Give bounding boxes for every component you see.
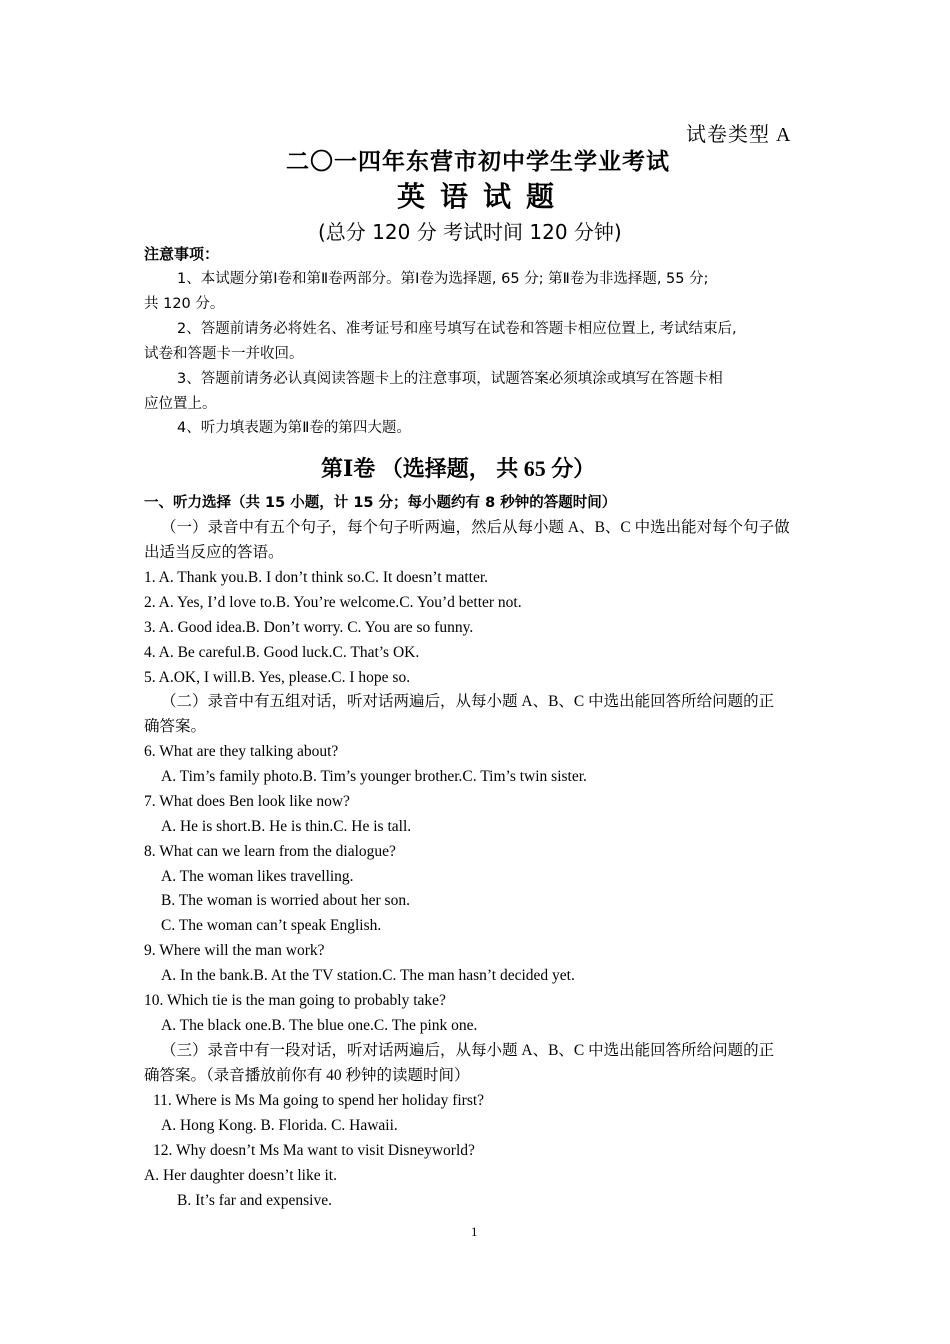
note-1-line-1: 1、本试题分第Ⅰ卷和第Ⅱ卷两部分。第Ⅰ卷为选择题, 65 分; 第Ⅱ卷为非选择题, 55 分; bbox=[177, 271, 709, 287]
sub-section-2-line-1: （二）录音中有五组对话，听对话两遍后，从每小题 A、B、C 中选出能回答所给问题的正 bbox=[161, 693, 775, 710]
question-7: 7. What does Ben look like now? bbox=[144, 793, 350, 810]
question-10: 10. Which tie is the man going to probably take? bbox=[144, 992, 446, 1009]
note-4: 4、听力填表题为第Ⅱ卷的第四大题。 bbox=[177, 420, 411, 436]
question-8-option-b: B. The woman is worried about her son. bbox=[161, 892, 410, 909]
subject-title: 英 语 试 题 bbox=[397, 182, 559, 213]
question-6: 6. What are they talking about? bbox=[144, 743, 339, 760]
question-5: 5. A.OK, I will.B. Yes, please.C. I hope so. bbox=[144, 669, 411, 686]
part-1-title: 第Ⅰ卷 （选择题， 共 65 分） bbox=[321, 456, 596, 481]
question-8-option-c: C. The woman can’t speak English. bbox=[161, 917, 382, 934]
sub-section-1-line-2: 出适当反应的答语。 bbox=[144, 544, 284, 561]
question-12: 12. Why doesn’t Ms Ma want to visit Disneyworld? bbox=[153, 1142, 475, 1159]
sub-section-2-line-2: 确答案。 bbox=[144, 718, 207, 735]
sub-section-3-line-1: （三）录音中有一段对话，听对话两遍后，从每小题 A、B、C 中选出能回答所给问题的正 bbox=[161, 1042, 775, 1059]
question-10-options: A. The black one.B. The blue one.C. The pink one. bbox=[161, 1017, 478, 1034]
section-1-title: 一、听力选择（共 15 小题，计 15 分；每小题约有 8 秒钟的答题时间） bbox=[144, 495, 617, 511]
note-3-line-1: 3、答题前请务必认真阅读答题卡上的注意事项，试题答案必须填涂或填写在答题卡相 bbox=[177, 371, 723, 387]
question-1: 1. A. Thank you.B. I don’t think so.C. It doesn’t matter. bbox=[144, 569, 489, 586]
note-1-line-2: 共 120 分。 bbox=[144, 296, 225, 312]
page-number: 1 bbox=[471, 1224, 478, 1239]
note-2-line-1: 2、答题前请务必将姓名、准考证号和座号填写在试卷和答题卡相应位置上, 考试结束后, bbox=[177, 321, 737, 337]
question-9-options: A. In the bank.B. At the TV station.C. The man hasn’t decided yet. bbox=[161, 967, 575, 984]
question-2: 2. A. Yes, I’d love to.B. You’re welcome.C. You’d better not. bbox=[144, 594, 522, 611]
question-6-options: A. Tim’s family photo.B. Tim’s younger brother.C. Tim’s twin sister. bbox=[161, 768, 587, 785]
question-8-option-a: A. The woman likes travelling. bbox=[161, 868, 354, 885]
notes-heading: 注意事项： bbox=[144, 245, 220, 263]
note-2-line-2: 试卷和答题卡一并收回。 bbox=[144, 346, 304, 362]
question-12-option-b: B. It’s far and expensive. bbox=[177, 1192, 332, 1209]
sub-section-3-line-2: 确答案。（录音播放前你有 40 秒钟的读题时间） bbox=[144, 1067, 470, 1084]
question-7-options: A. He is short.B. He is thin.C. He is tall. bbox=[161, 818, 412, 835]
question-8: 8. What can we learn from the dialogue? bbox=[144, 843, 396, 860]
score-and-time: (总分 120 分 考试时间 120 分钟) bbox=[318, 220, 622, 244]
question-3: 3. A. Good idea.B. Don’t worry. C. You are so funny. bbox=[144, 619, 474, 636]
note-3-line-2: 应位置上。 bbox=[144, 396, 217, 412]
question-4: 4. A. Be careful.B. Good luck.C. That’s OK. bbox=[144, 644, 420, 661]
paper-type-label: 试卷类型 A bbox=[686, 124, 792, 146]
exam-title: 二〇一四年东营市初中学生学业考试 bbox=[286, 149, 670, 174]
question-11-options: A. Hong Kong. B. Florida. C. Hawaii. bbox=[161, 1117, 398, 1134]
sub-section-1-line-1: （一）录音中有五个句子，每个句子听两遍，然后从每小题 A、B、C 中选出能对每个句子做 bbox=[161, 519, 790, 536]
question-12-option-a: A. Her daughter doesn’t like it. bbox=[144, 1167, 337, 1184]
question-11: 11. Where is Ms Ma going to spend her holiday first? bbox=[153, 1092, 485, 1109]
question-9: 9. Where will the man work? bbox=[144, 942, 325, 959]
